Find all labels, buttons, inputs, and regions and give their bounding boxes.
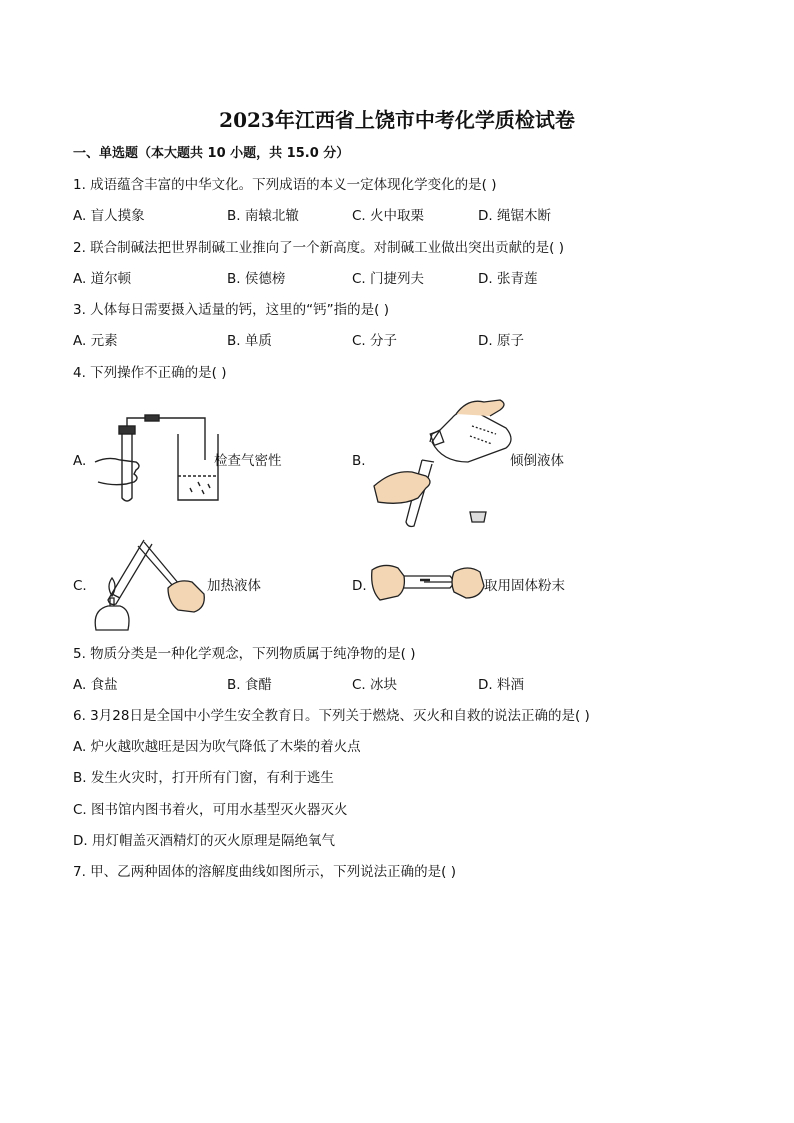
q4-option-a-caption: 检查气密性: [214, 453, 282, 469]
q4-option-d-caption: 取用固体粉末: [484, 578, 565, 594]
section-heading: 一、单选题（本大题共 10 小题，共 15.0 分）: [73, 146, 350, 161]
q4-option-d-letter: D.: [352, 578, 367, 594]
q3-option-b: B. 单质: [227, 333, 272, 349]
question-5-stem: 5. 物质分类是一种化学观念，下列物质属于纯净物的是( ): [73, 646, 416, 662]
q3-option-d: D. 原子: [478, 333, 524, 349]
question-3-stem: 3. 人体每日需要摄入适量的钙，这里的“钙”指的是( ): [73, 302, 389, 318]
pour-liquid-icon: [372, 390, 522, 535]
q2-option-d: D. 张青莲: [478, 271, 538, 287]
heat-liquid-icon: [88, 538, 208, 633]
q4-option-a-letter: A.: [73, 453, 87, 469]
question-2-stem: 2. 联合制碱法把世界制碱工业推向了一个新高度。对制碱工业做出突出贡献的是( ): [73, 240, 564, 256]
q2-option-c: C. 门捷列夫: [352, 271, 425, 287]
q1-option-a: A. 盲人摸象: [73, 208, 145, 224]
q3-option-a: A. 元素: [73, 333, 118, 349]
q3-option-c: C. 分子: [352, 333, 398, 349]
q6-option-b: B. 发生火灾时，打开所有门窗，有利于逃生: [73, 770, 334, 786]
q1-option-c: C. 火中取栗: [352, 208, 425, 224]
q6-option-a: A. 炉火越吹越旺是因为吹气降低了木柴的着火点: [73, 739, 361, 755]
q5-option-b: B. 食醋: [227, 677, 272, 693]
q4-option-b-caption: 倾倒液体: [510, 453, 564, 469]
q5-option-c: C. 冰块: [352, 677, 398, 693]
question-7-stem: 7. 甲、乙两种固体的溶解度曲线如图所示，下列说法正确的是( ): [73, 864, 456, 880]
question-1-stem: 1. 成语蕴含丰富的中华文化。下列成语的本义一定体现化学变化的是( ): [73, 177, 497, 193]
q4-option-c-letter: C.: [73, 578, 87, 594]
q5-option-a: A. 食盐: [73, 677, 118, 693]
question-4-stem: 4. 下列操作不正确的是( ): [73, 365, 227, 381]
powder-take-icon: [370, 560, 485, 605]
q1-option-b: B. 南辕北辙: [227, 208, 299, 224]
q1-option-d: D. 绳锯木断: [478, 208, 551, 224]
q2-option-a: A. 道尔顿: [73, 271, 132, 287]
airtight-check-icon: [90, 412, 220, 507]
q4-option-b-letter: B.: [352, 453, 366, 469]
q6-option-d: D. 用灯帽盖灭酒精灯的灭火原理是隔绝氧气: [73, 833, 335, 849]
exam-title: 2023年江西省上饶市中考化学质检试卷: [219, 108, 575, 132]
q6-option-c: C. 图书馆内图书着火，可用水基型灭火器灭火: [73, 802, 348, 818]
q2-option-b: B. 侯德榜: [227, 271, 286, 287]
question-6-stem: 6. 3月28日是全国中小学生安全教育日。下列关于燃烧、灭火和自救的说法正确的是( ): [73, 708, 590, 724]
q5-option-d: D. 料酒: [478, 677, 524, 693]
q4-option-c-caption: 加热液体: [207, 578, 261, 594]
